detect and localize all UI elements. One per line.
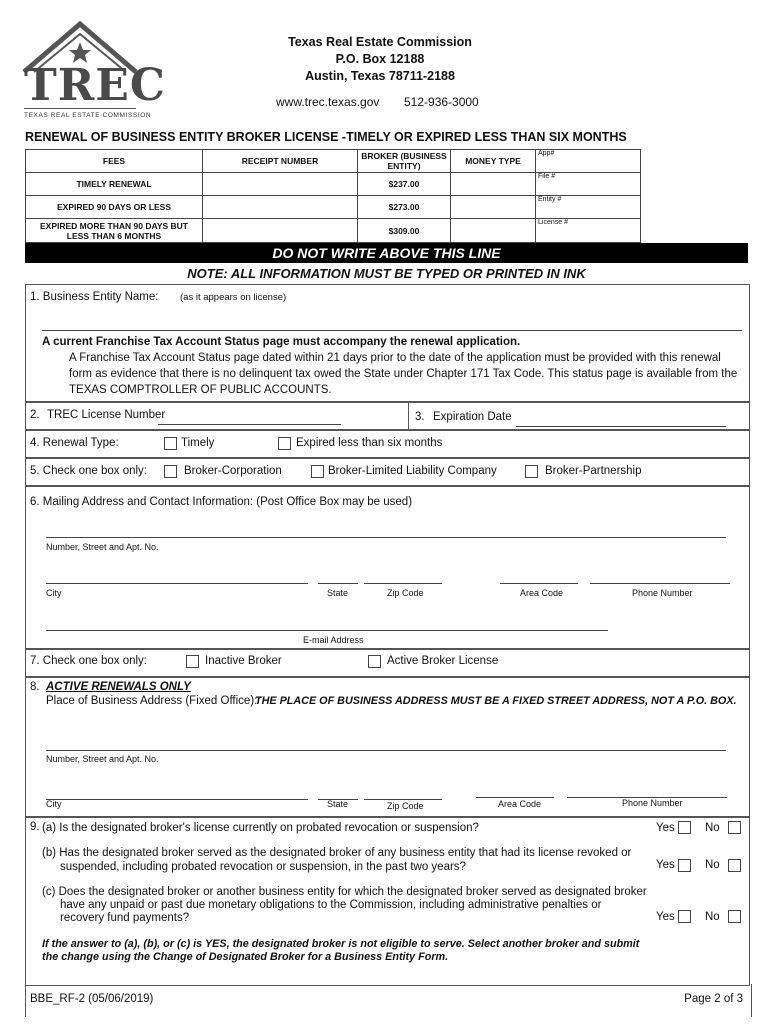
money-cell[interactable] bbox=[451, 173, 536, 196]
partnership-checkbox[interactable] bbox=[525, 465, 538, 478]
phone-caption: Phone Number bbox=[632, 588, 693, 598]
no-label: No bbox=[705, 822, 720, 834]
section-renewal-type bbox=[25, 429, 750, 459]
form-title: RENEWAL OF BUSINESS ENTITY BROKER LICENSE -TIMELY OR EXPIRED LESS THAN SIX MONTHS bbox=[25, 130, 627, 144]
phone-caption: Phone Number bbox=[622, 798, 683, 808]
franchise-tax-text: form as evidence that there is no delinquent tax owed the State under Chapter 171 Tax Code. This status page is available from the bbox=[69, 368, 738, 380]
corporation-checkbox[interactable] bbox=[164, 465, 177, 478]
mailing-address-label: 6. Mailing Address and Contact Information: (Post Office Box may be used) bbox=[30, 496, 413, 508]
section-8-num: 8. bbox=[30, 681, 40, 693]
email-input[interactable] bbox=[46, 630, 608, 631]
footer bbox=[25, 984, 752, 1017]
fee-amount: $273.00 bbox=[358, 196, 451, 219]
street-caption: Number, Street and Apt. No. bbox=[46, 754, 159, 764]
page-number: Page 2 of 3 bbox=[684, 993, 743, 1005]
expiration-date-input[interactable] bbox=[516, 426, 726, 427]
entity-name-input[interactable] bbox=[42, 330, 742, 331]
business-city-input[interactable] bbox=[46, 799, 308, 800]
question-c: (c) Does the designated broker or another business entity for which the designated broker served as designated broker bbox=[42, 886, 647, 898]
question-c-no-checkbox[interactable] bbox=[728, 910, 741, 923]
business-street-input[interactable] bbox=[46, 750, 726, 751]
mailing-state-input[interactable] bbox=[318, 583, 358, 584]
expired-checkbox[interactable] bbox=[278, 437, 291, 450]
section-mailing-address bbox=[25, 485, 750, 650]
entity-name-hint: (as it appears on license) bbox=[180, 292, 287, 303]
header-phone: 512-936-3000 bbox=[404, 95, 479, 109]
license-number-label: TREC License Number bbox=[47, 409, 166, 421]
active-renewals-heading: ACTIVE RENEWALS ONLY bbox=[46, 681, 191, 693]
section-eligibility bbox=[25, 816, 750, 986]
zip-caption: Zip Code bbox=[387, 588, 424, 598]
license-status-label: 7. Check one box only: bbox=[30, 655, 147, 667]
business-area-code-input[interactable] bbox=[476, 797, 554, 798]
receipt-cell[interactable] bbox=[203, 219, 358, 243]
question-b-no-checkbox[interactable] bbox=[728, 859, 741, 872]
no-label: No bbox=[705, 859, 720, 871]
question-a-no-checkbox[interactable] bbox=[728, 821, 741, 834]
expiration-date-label: Expiration Date bbox=[433, 411, 512, 423]
receipt-cell[interactable] bbox=[203, 196, 358, 219]
question-c-yes-checkbox[interactable] bbox=[678, 910, 691, 923]
question-b: (b) Has the designated broker served as the designated broker of any business entity that had its license revoked or bbox=[42, 847, 632, 859]
partnership-label: Broker-Partnership bbox=[545, 465, 642, 477]
question-c: have any unpaid or past due monetary obligations to the Commission, including administrative penalties or bbox=[60, 899, 602, 911]
active-broker-label: Active Broker License bbox=[387, 655, 499, 667]
active-broker-checkbox[interactable] bbox=[368, 655, 381, 668]
money-cell[interactable] bbox=[451, 196, 536, 219]
city-caption: City bbox=[46, 799, 62, 809]
mailing-zip-input[interactable] bbox=[364, 583, 442, 584]
franchise-tax-text: TEXAS COMPTROLLER OF PUBLIC ACCOUNTS. bbox=[69, 384, 332, 396]
question-b: suspended, including probated revocation or suspension, in the past two years? bbox=[60, 861, 466, 873]
question-a-yes-checkbox[interactable] bbox=[678, 821, 691, 834]
license-num: 2. bbox=[30, 409, 40, 421]
section-9-num: 9. bbox=[30, 821, 40, 833]
timely-checkbox[interactable] bbox=[164, 437, 177, 450]
state-caption: State bbox=[327, 799, 349, 809]
file-number-box[interactable]: File # bbox=[536, 173, 641, 196]
fee-row-label: EXPIRED MORE THAN 90 DAYS BUT LESS THAN 6 MONTHS bbox=[26, 219, 203, 243]
fee-amount: $309.00 bbox=[358, 219, 451, 243]
fixed-address-warning: THE PLACE OF BUSINESS ADDRESS MUST BE A FIXED STREET ADDRESS, NOT A P.O. BOX. bbox=[255, 695, 737, 707]
area-code-caption: Area Code bbox=[520, 588, 564, 598]
yes-label: Yes bbox=[656, 859, 675, 871]
timely-label: Timely bbox=[181, 437, 215, 449]
header-org: Texas Real Estate Commission bbox=[288, 35, 472, 49]
entity-number-box[interactable]: Entity # bbox=[536, 196, 641, 219]
yes-label: Yes bbox=[656, 822, 675, 834]
entity-type-label: 5. Check one box only: bbox=[30, 465, 147, 477]
mailing-city-input[interactable] bbox=[46, 583, 308, 584]
no-label: No bbox=[705, 911, 720, 923]
eligibility-warning: If the answer to (a), (b), or (c) is YES, the designated broker is not eligible to serve. Select another broker and submit bbox=[42, 938, 640, 950]
city-caption: City bbox=[46, 588, 62, 598]
fees-header: FEES bbox=[26, 150, 203, 173]
section-entity-name bbox=[25, 284, 750, 403]
license-number-box[interactable]: License # bbox=[536, 219, 641, 243]
form-id: BBE_RF-2 (05/06/2019) bbox=[30, 993, 154, 1005]
mailing-phone-input[interactable] bbox=[590, 583, 730, 584]
zip-caption: Zip Code bbox=[387, 801, 424, 811]
fee-amount: $237.00 bbox=[358, 173, 451, 196]
business-zip-input[interactable] bbox=[364, 799, 442, 800]
fee-table bbox=[25, 149, 641, 243]
app-number-box[interactable]: App# bbox=[536, 150, 641, 173]
logo-rule bbox=[24, 108, 136, 109]
franchise-tax-text: A Franchise Tax Account Status page dated within 21 days prior to the date of the application must be provided with this renewal bbox=[69, 352, 721, 364]
yes-label: Yes bbox=[656, 911, 675, 923]
section-license bbox=[25, 401, 750, 431]
mailing-street-input[interactable] bbox=[46, 537, 726, 538]
corporation-label: Broker-Corporation bbox=[184, 465, 282, 477]
money-cell[interactable] bbox=[451, 219, 536, 243]
llc-checkbox[interactable] bbox=[311, 465, 324, 478]
fee-row-label: TIMELY RENEWAL bbox=[26, 173, 203, 196]
inactive-broker-checkbox[interactable] bbox=[186, 655, 199, 668]
broker-header: BROKER (BUSINESS ENTITY) bbox=[358, 150, 451, 173]
logo-subtitle: TEXAS REAL ESTATE COMMISSION bbox=[24, 112, 152, 119]
franchise-tax-notice: A current Franchise Tax Account Status page must accompany the renewal application. bbox=[42, 336, 521, 348]
license-number-input[interactable] bbox=[158, 424, 341, 425]
business-address-lead: Place of Business Address (Fixed Office): bbox=[46, 695, 258, 707]
street-caption: Number, Street and Apt. No. bbox=[46, 542, 159, 552]
expired-label: Expired less than six months bbox=[296, 437, 443, 449]
question-c: recovery fund payments? bbox=[60, 912, 190, 924]
entity-name-label: 1. Business Entity Name: bbox=[30, 291, 159, 303]
logo-wordmark: TREC bbox=[24, 60, 166, 111]
inactive-broker-label: Inactive Broker bbox=[205, 655, 282, 667]
mailing-area-code-input[interactable] bbox=[500, 583, 578, 584]
section-license-status bbox=[25, 648, 750, 678]
section-entity-type bbox=[25, 457, 750, 487]
area-code-caption: Area Code bbox=[498, 799, 542, 809]
do-not-write-banner: DO NOT WRITE ABOVE THIS LINE bbox=[25, 243, 748, 263]
question-b-yes-checkbox[interactable] bbox=[678, 859, 691, 872]
receipt-cell[interactable] bbox=[203, 173, 358, 196]
fee-row-label: EXPIRED 90 DAYS OR LESS bbox=[26, 196, 203, 219]
section-business-address bbox=[25, 676, 750, 818]
header-box: P.O. Box 12188 bbox=[335, 52, 425, 66]
header-city: Austin, Texas 78711-2188 bbox=[305, 69, 455, 83]
header-website[interactable]: www.trec.texas.gov bbox=[276, 95, 380, 109]
email-caption: E-mail Address bbox=[303, 635, 364, 645]
renewal-type-label: 4. Renewal Type: bbox=[30, 437, 119, 449]
eligibility-warning: the change using the Change of Designated Broker for a Business Entity Form. bbox=[42, 951, 449, 963]
llc-label: Broker-Limited Liability Company bbox=[328, 465, 497, 477]
ink-note: NOTE: ALL INFORMATION MUST BE TYPED OR PRINTED IN INK bbox=[187, 266, 586, 281]
receipt-header: RECEIPT NUMBER bbox=[203, 150, 358, 173]
divider bbox=[408, 402, 409, 430]
money-header: MONEY TYPE bbox=[451, 150, 536, 173]
state-caption: State bbox=[327, 588, 349, 598]
question-a: (a) Is the designated broker's license currently on probated revocation or suspension? bbox=[42, 822, 479, 834]
expiration-num: 3. bbox=[415, 411, 425, 423]
